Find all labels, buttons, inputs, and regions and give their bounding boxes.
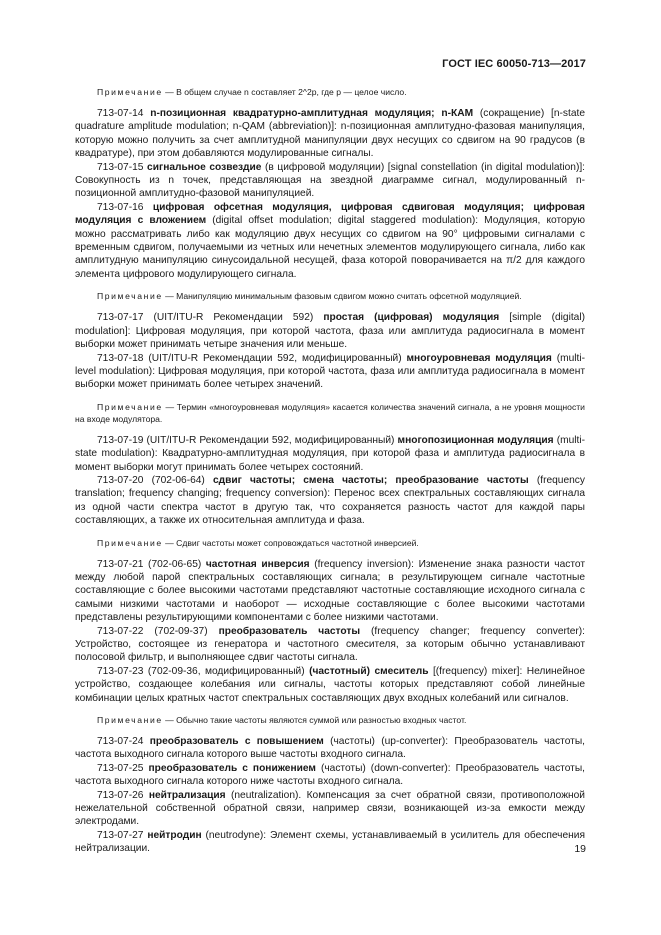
note-label: Примечание: [97, 715, 163, 726]
term: сигнальное созвездие: [147, 161, 262, 173]
entry-number: 713-07-19 (UIT/ITU-R Рекомендации 592, модифицированный): [97, 434, 398, 446]
entry-number: 713-07-26: [97, 789, 149, 801]
definition: (frequency inversion): Изменение знака разности частот между любой парой спектральных составляющих сигнала; в результирующем сигнале частотные составляющие с более высокими частотами представляют частотные составляющие исходного сигнала с самыми низкими частотами и наоборот — исходные составляющие с более высокими частотами представлены результирующими компонентами с более низкими частотами.: [75, 558, 585, 624]
note: [75, 290, 585, 302]
term: преобразователь с понижением: [148, 762, 316, 774]
term-entry: [75, 789, 585, 829]
term: нейтрализация: [148, 789, 226, 801]
document-body: [75, 86, 585, 856]
note: [75, 401, 585, 425]
entry-number: 713-07-23 (702-09-36, модифицированный): [97, 665, 310, 677]
term-entry: [75, 558, 585, 625]
term: цифровая офсетная модуляция, цифровая сдвиговая модуляция; цифровая модуляция с вложением: [75, 201, 585, 227]
definition: (сокращение) [n-state quadrature amplitude modulation; n-QAM (abbreviation)]: n-позиционная амплитудно-фазовая манипуляция, которую можно получить за счет амплитудной манипуляции двух несущих со сдвигом на 90 градусов (в квадратуре), при этом добавляются модулированные сигналы.: [75, 108, 585, 160]
term: преобразователь с повышением: [149, 736, 324, 748]
definition: (частоты) (down-converter): Преобразователь частоты, частота выходного сигнала которого ниже частоты входного сигнала.: [75, 762, 585, 788]
entry-number: 713-07-15: [97, 161, 148, 173]
term-entry: [75, 665, 585, 705]
note: [75, 86, 585, 98]
term: простая (цифровая) модуляция: [323, 312, 500, 324]
term: многоуровневая модуляция: [406, 352, 552, 364]
term-entry: [75, 311, 585, 351]
definition: (neutrodyne): Элемент схемы, устанавливаемый в усилитель для обеспечения нейтрализации.: [75, 829, 585, 855]
entry-number: 713-07-24: [97, 736, 150, 748]
definition: (digital offset modulation; digital staggered modulation): Модуляция, которую можно рассматривать либо как модуляцию двух несущих со сдвигом на 90° цифровыми сигналами с временным сдвигом, получаемыми из четных или нечетных элементов модулирующего сигнала, либо как амплитудную манипуляцию синусоидальной несущей, фаза которой поворачивается на π/2 для каждого элемента цифрового модулирующего сигнала.: [75, 215, 585, 280]
note-label: Примечание: [97, 291, 163, 302]
definition: (частоты) (up-converter): Преобразователь частоты, частота выходного сигнала которого выше частоты входного сигнала.: [75, 736, 585, 761]
term-entry: [75, 107, 585, 161]
definition: (frequency changer; frequency converter): Устройство, состоящее из генератора и частотного смесителя, за которым обычно устанавливают полосовой фильтр, и выполняющее сдвиг частоты сигнала.: [75, 625, 585, 664]
entry-number: 713-07-14: [97, 108, 151, 119]
note-label: Примечание: [97, 537, 163, 548]
term: преобразователь частоты: [218, 625, 361, 637]
definition: [simple (digital) modulation]: Цифровая модуляция, при которой частота, фаза или амплитуда радиосигнала в момент выборки может принимать четыре значения или меньше.: [75, 312, 585, 351]
note-text: — Манипуляцию минимальным фазовым сдвигом можно считать офсетной модуляцией.: [162, 291, 522, 302]
entry-number: 713-07-18 (UIT/ITU-R Рекомендации 592, модифицированный): [97, 352, 407, 364]
definition: (frequency translation; frequency changing; frequency conversion): Перенос всех спектральных составляющих сигнала из одной части спектра частот в другую так, что сохраняется разность частот для каждой пары составляющих, а также их относительная амплитуда и фаза.: [75, 474, 585, 527]
note-text: — Термин «многоуровневая модуляция» касается количества значений сигнала, а не уровня мощности на входе модулятора.: [75, 401, 585, 424]
definition: (multi-level modulation): Цифровая модуляция, при которой частота, фаза или амплитуда радиосигнала в момент выборки может принимать более четырех значений.: [75, 352, 585, 391]
definition: (neutralization). Компенсация за счет обратной связи, противоположной нежелательной собственной обратной связи, например связи, возникающей из-за емкости между электродами.: [75, 789, 586, 828]
term: n-позиционная квадратурно-амплитудная модуляция; n-КАМ: [150, 108, 474, 119]
entry-number: 713-07-21 (702-06-65): [97, 558, 206, 570]
term: (частотный) смеситель: [309, 665, 429, 677]
term-entry: [75, 352, 585, 392]
term-entry: [75, 434, 585, 474]
page-number: 19: [574, 843, 586, 855]
note: [75, 714, 585, 726]
entry-number: 713-07-16: [97, 201, 153, 213]
term: многопозиционная модуляция: [397, 434, 554, 446]
note-text: — Обычно такие частоты являются суммой или разностью входных частот.: [162, 715, 467, 726]
entry-number: 713-07-25: [97, 762, 149, 774]
term: сдвиг частоты; смена частоты; преобразование частоты: [212, 474, 529, 486]
entry-number: 713-07-27: [97, 829, 148, 841]
note-label: Примечание: [97, 401, 163, 412]
term-entry: [75, 829, 585, 856]
term-entry: [75, 762, 585, 789]
entry-number: 713-07-22 (702-09-37): [97, 625, 219, 637]
term-entry: [75, 474, 585, 528]
note-label: Примечание: [97, 87, 163, 97]
note-text: — В общем случае n составляет 2^2p, где p — целое число.: [162, 87, 407, 97]
note: [75, 537, 585, 549]
term-entry: [75, 161, 585, 201]
standard-header: ГОСТ IEC 60050-713—2017: [442, 58, 586, 70]
term-entry: [75, 201, 585, 281]
entry-number: 713-07-20 (702-06-64): [97, 474, 213, 486]
term-entry: [75, 735, 585, 762]
term-entry: [75, 625, 585, 665]
definition: [(frequency) mixer]: Нелинейное устройство, создающее колебания или сигналы, частоты которых представляют собой линейные комбинации целых кратных частот спектральных составляющих двух входных колебаний или сигналов.: [75, 665, 585, 704]
note-text: — Сдвиг частоты может сопровождаться частотной инверсией.: [162, 537, 419, 548]
definition: (multi-state modulation): Квадратурно-амплитудная модуляция, при которой фаза и амплитуда радиосигнала в момент выборки могут принимать более четырех состояний.: [75, 434, 585, 473]
term: частотная инверсия: [205, 558, 310, 570]
definition: (в цифровой модуляции) [signal constellation (in digital modulation)]: Совокупность из n точек, представляющая на звездной диаграмме сигнал, модулированный n-позиционной амплитудно-фазовой манипуляцией.: [75, 161, 585, 200]
entry-number: 713-07-17 (UIT/ITU-R Рекомендации 592): [97, 312, 324, 324]
term: нейтродин: [147, 829, 202, 841]
